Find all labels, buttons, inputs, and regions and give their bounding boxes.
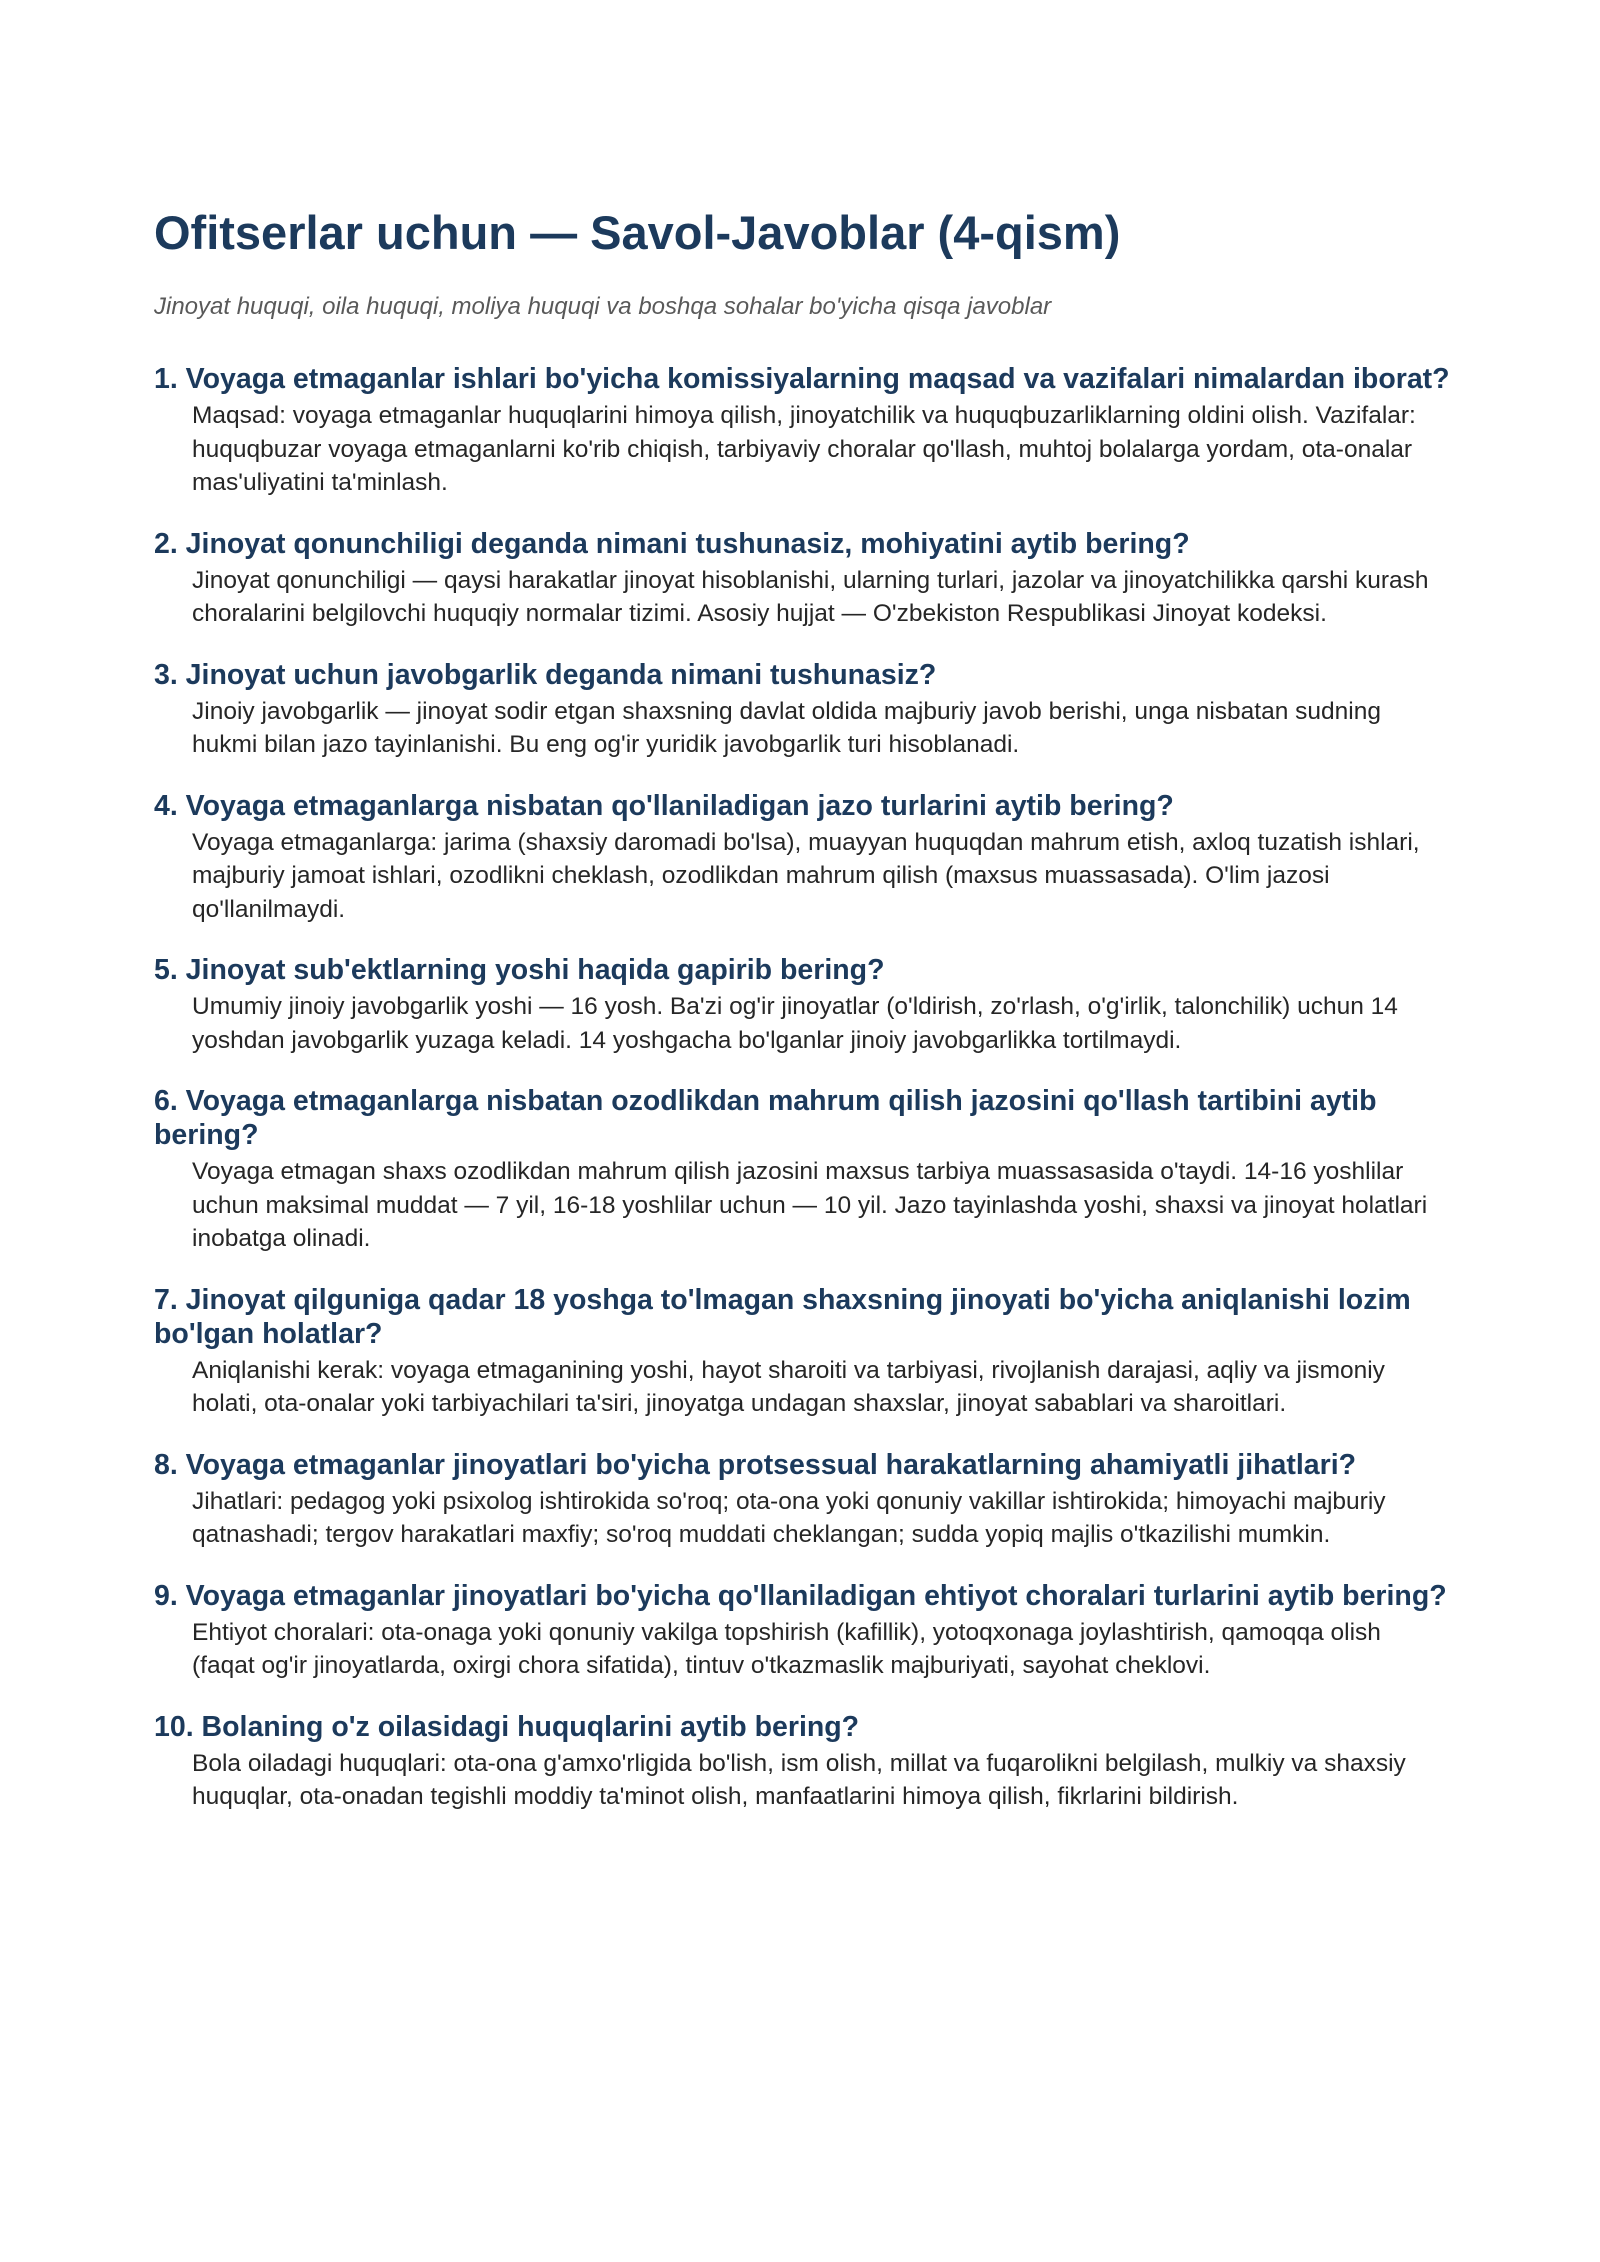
question-8: 8. Voyaga etmaganlar jinoyatlari bo'yicha protsessual harakatlarning ahamiyatli jihatlari? bbox=[154, 1448, 1357, 1481]
question-6: 6. Voyaga etmaganlarga nisbatan ozodlikdan mahrum qilish jazosini qo'llash tartibini aytib bering? bbox=[154, 1085, 1377, 1151]
answer-4: Voyaga etmaganlarga: jarima (shaxsiy daromadi bo'lsa), muayyan huquqdan mahrum etish, axloq tuzatish ishlari, majburiy jamoat ishlari, ozodlikni cheklash, ozodlikdan mahrum qilish (maxsus muassasada). O'lim jazosi qo'llanilmaydi. bbox=[192, 828, 1420, 923]
answer-10: Bola oiladagi huquqlari: ota-ona g'amxo'rligida bo'lish, ism olish, millat va fuqarolikni belgilash, mulkiy va shaxsiy huquqlar, ota-onadan tegishli moddiy ta'minot olish, manfaatlarini himoya qilish, fikrlarini bildirish. bbox=[192, 1749, 1406, 1810]
qa-item-3 bbox=[154, 658, 1454, 762]
qa-item-4 bbox=[154, 789, 1454, 927]
question-2: 2. Jinoyat qonunchiligi deganda nimani tushunasiz, mohiyatini aytib bering? bbox=[154, 527, 1190, 560]
question-1: 1. Voyaga etmaganlar ishlari bo'yicha komissiyalarning maqsad va vazifalari nimalardan iborat? bbox=[154, 363, 1450, 395]
qa-item-6 bbox=[154, 1084, 1454, 1256]
answer-1: Maqsad: voyaga etmaganlar huquqlarini himoya qilish, jinoyatchilik va huquqbuzarliklarning oldini olish. Vazifalar: huquqbuzar voyaga etmaganlarni ko'rib chiqish, tarbiyaviy choralar qo'llash, muhtoj bolalarga yordam, ota-onalar mas'uliyatini ta'minlash. bbox=[192, 402, 1416, 496]
answer-6: Voyaga etmagan shaxs ozodlikdan mahrum qilish jazosini maxsus tarbiya muassasasida o'taydi. 14-16 yoshlilar uchun maksimal muddat — 7 yil, 16-18 yoshlilar uchun — 10 yil. Jazo tayinlashda yoshi, shaxsi va jinoyat holatlari inobatga olinadi. bbox=[192, 1158, 1428, 1252]
question-4: 4. Voyaga etmaganlarga nisbatan qo'llaniladigan jazo turlarini aytib bering? bbox=[154, 789, 1174, 822]
answer-8: Jihatlari: pedagog yoki psixolog ishtirokida so'roq; ota-ona yoki qonuniy vakillar ishtirokida; himoyachi majburiy qatnashadi; tergov harakatlari maxfiy; so'roq muddati cheklangan; sudda yopiq majlis o'tkazilishi mumkin. bbox=[192, 1487, 1386, 1548]
question-9: 9. Voyaga etmaganlar jinoyatlari bo'yicha qo'llaniladigan ehtiyot choralari turlarini aytib bering? bbox=[154, 1579, 1447, 1612]
question-3: 3. Jinoyat uchun javobgarlik deganda nimani tushunasiz? bbox=[154, 658, 937, 691]
answer-7: Aniqlanishi kerak: voyaga etmaganining yoshi, hayot sharoiti va tarbiyasi, rivojlanish darajasi, aqliy va jismoniy holati, ota-onalar yoki tarbiyachilari ta'siri, jinoyatga undagan shaxslar, jinoyat sabablari va sharoitlari. bbox=[192, 1356, 1385, 1417]
answer-9: Ehtiyot choralari: ota-onaga yoki qonuniy vakilga topshirish (kafillik), yotoqxonaga joylashtirish, qamoqqa olish (faqat og'ir jinoyatlarda, oxirgi chora sifatida), tintuv o'tkazmaslik majburiyati, sayohat cheklovi. bbox=[192, 1618, 1381, 1679]
qa-item-8 bbox=[154, 1448, 1454, 1552]
answer-5: Umumiy jinoiy javobgarlik yoshi — 16 yosh. Ba'zi og'ir jinoyatlar (o'ldirish, zo'rlash, o'g'irlik, talonchilik) uchun 14 yoshdan javobgarlik yuzaga keladi. 14 yoshgacha bo'lganlar jinoiy javobgarlikka tortilmaydi. bbox=[192, 993, 1398, 1054]
question-5: 5. Jinoyat sub'ektlarning yoshi haqida gapirib bering? bbox=[154, 954, 885, 986]
qa-item-2 bbox=[154, 527, 1454, 631]
page-title: Ofitserlar uchun — Savol-Javoblar (4-qism) bbox=[154, 206, 1121, 259]
answer-3: Jinoiy javobgarlik — jinoyat sodir etgan shaxsning davlat oldida majburiy javob berishi, unga nisbatan sudning hukmi bilan jazo tayinlanishi. Bu eng og'ir yuridik javobgarlik turi hisoblanadi. bbox=[192, 697, 1381, 758]
question-10: 10. Bolaning o'z oilasidagi huquqlarini aytib bering? bbox=[154, 1710, 860, 1743]
qa-item-5 bbox=[154, 953, 1454, 1057]
qa-list bbox=[154, 362, 1454, 1841]
qa-item-10 bbox=[154, 1710, 1454, 1814]
page-subtitle: Jinoyat huquqi, oila huquqi, moliya huquqi va boshqa sohalar bo'yicha qisqa javoblar bbox=[154, 293, 1052, 320]
qa-item-9 bbox=[154, 1579, 1454, 1683]
qa-item-7 bbox=[154, 1283, 1454, 1421]
question-7: 7. Jinoyat qilguniga qadar 18 yoshga to'lmagan shaxsning jinoyati bo'yicha aniqlanishi lozim bo'lgan holatlar? bbox=[154, 1283, 1411, 1350]
answer-2: Jinoyat qonunchiligi — qaysi harakatlar jinoyat hisoblanishi, ularning turlari, jazolar va jinoyatchilikka qarshi kurash choralarini belgilovchi huquqiy normalar tizimi. Asosiy hujjat — O'zbekiston Respublikasi Jinoyat kodeksi. bbox=[192, 566, 1429, 627]
qa-item-1 bbox=[154, 362, 1454, 500]
